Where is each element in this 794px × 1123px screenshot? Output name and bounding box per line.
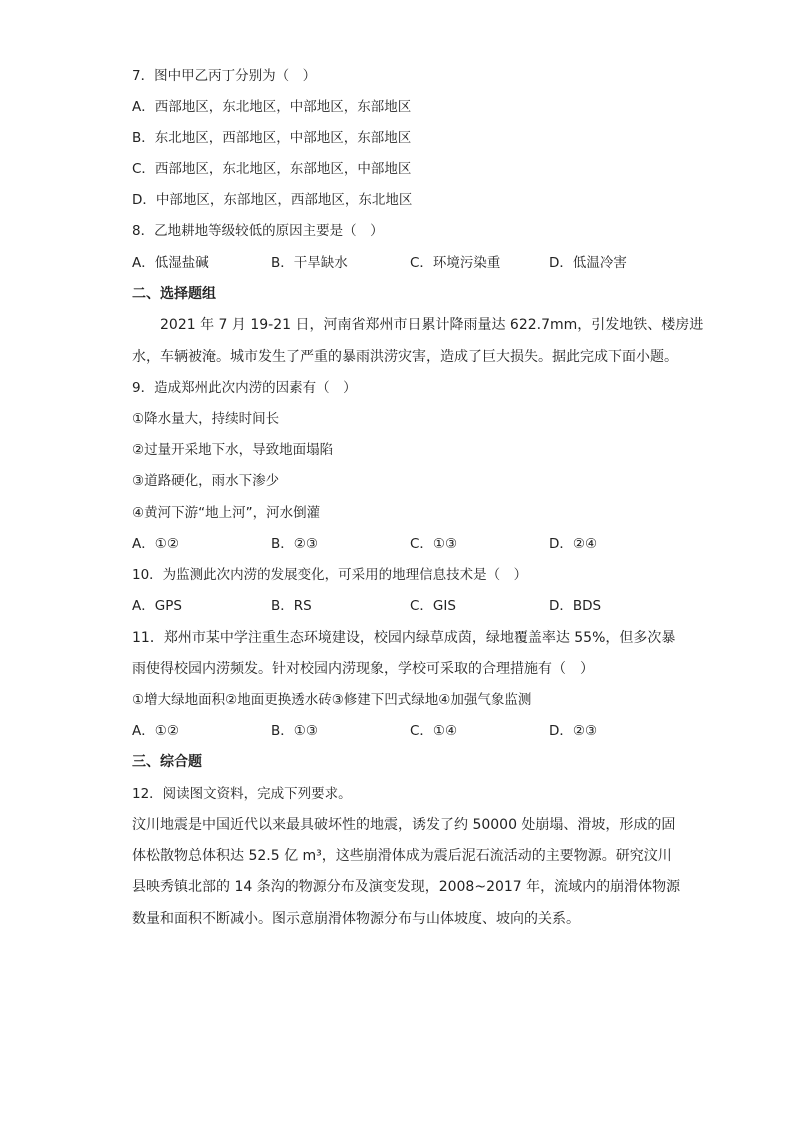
q10-option-a: A．GPS bbox=[132, 598, 182, 614]
q11-stem-line-1: 11．郑州市某中学注重生态环境建设，校园内绿草成茵，绿地覆盖率达 55%，但多次暴 bbox=[132, 630, 676, 646]
q8-option-d: D．低温冷害 bbox=[549, 255, 627, 271]
q11-statements: ①增大绿地面积②地面更换透水砖③修建下凹式绿地④加强气象监测 bbox=[132, 692, 532, 708]
q11-options bbox=[132, 721, 692, 741]
section2-passage-line-1: 2021 年 7 月 19-21 日，河南省郑州市日累计降雨量达 622.7mm，引发地铁、楼房进 bbox=[160, 317, 704, 333]
section3-heading: 三、综合题 bbox=[132, 754, 202, 770]
q9-statement-1: ①降水量大，持续时间长 bbox=[132, 411, 280, 427]
q7-option-d: D．中部地区，东部地区，西部地区，东北地区 bbox=[132, 192, 413, 208]
q10-options bbox=[132, 596, 692, 616]
q7-option-b: B．东北地区，西部地区，中部地区，东部地区 bbox=[132, 130, 412, 146]
q7-option-c: C．西部地区，东北地区，东部地区，中部地区 bbox=[132, 161, 412, 177]
q9-statement-3: ③道路硬化，雨水下渗少 bbox=[132, 473, 280, 489]
q12-stem: 12．阅读图文资料，完成下列要求。 bbox=[132, 786, 352, 802]
q7-stem: 7．图中甲乙丙丁分别为（ ） bbox=[132, 68, 317, 84]
q11-option-d: D．②③ bbox=[549, 723, 598, 739]
q9-statement-4: ④黄河下游“地上河”，河水倒灌 bbox=[132, 505, 321, 521]
q11-option-c: C．①④ bbox=[410, 723, 458, 739]
q10-option-d: D．BDS bbox=[549, 598, 602, 614]
q9-option-b: B．②③ bbox=[271, 536, 318, 552]
q9-options bbox=[132, 534, 692, 554]
q10-option-b: B．RS bbox=[271, 598, 312, 614]
q8-option-a: A．低湿盐碱 bbox=[132, 255, 209, 271]
q12-passage-line-1: 汶川地震是中国近代以来最具破坏性的地震，诱发了约 50000 处崩塌、滑坡，形成的固 bbox=[132, 817, 676, 833]
section2-passage-line-2: 水，车辆被淹。城市发生了严重的暴雨洪涝灾害，造成了巨大损失。据此完成下面小题。 bbox=[132, 349, 678, 365]
q8-stem: 8．乙地耕地等级较低的原因主要是（ ） bbox=[132, 223, 384, 239]
q12-passage-line-4: 数量和面积不断减小。图示意崩滑体物源分布与山体坡度、坡向的关系。 bbox=[132, 911, 580, 927]
q10-stem: 10．为监测此次内涝的发展变化，可采用的地理信息技术是（ ） bbox=[132, 567, 528, 583]
q7-option-a: A．西部地区，东北地区，中部地区，东部地区 bbox=[132, 99, 412, 115]
q12-passage-line-3: 县映秀镇北部的 14 条沟的物源分布及演变发现，2008~2017 年，流域内的崩滑体物源 bbox=[132, 879, 681, 895]
q12-passage-line-2: 体松散物总体积达 52.5 亿 m³，这些崩滑体成为震后泥石流活动的主要物源。研究汶川 bbox=[132, 848, 672, 864]
q9-statement-2: ②过量开采地下水，导致地面塌陷 bbox=[132, 442, 334, 458]
q11-option-a: A．①② bbox=[132, 723, 179, 739]
q10-option-c: C．GIS bbox=[410, 598, 456, 614]
q9-stem: 9．造成郑州此次内涝的因素有（ ） bbox=[132, 380, 357, 396]
q11-option-b: B．①③ bbox=[271, 723, 318, 739]
q9-option-c: C．①③ bbox=[410, 536, 458, 552]
q11-stem-line-2: 雨使得校园内涝频发。针对校园内涝现象，学校可采取的合理措施有（ ） bbox=[132, 661, 594, 677]
q8-options bbox=[132, 253, 692, 273]
q8-option-c: C．环境污染重 bbox=[410, 255, 501, 271]
q9-option-a: A．①② bbox=[132, 536, 179, 552]
section2-heading: 二、选择题组 bbox=[132, 286, 216, 302]
q9-option-d: D．②④ bbox=[549, 536, 598, 552]
q8-option-b: B．干旱缺水 bbox=[271, 255, 348, 271]
